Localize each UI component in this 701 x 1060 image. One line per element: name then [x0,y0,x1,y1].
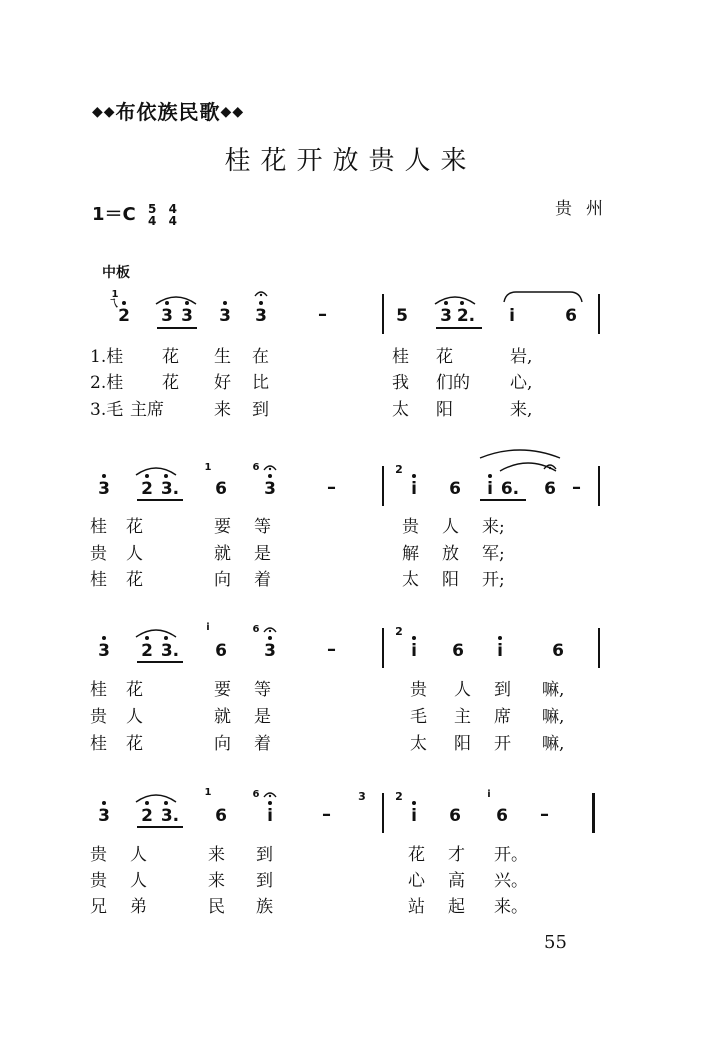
fermata-icon [263,789,277,799]
fermata-icon [263,462,277,472]
note: 3 [264,479,276,499]
octave-dot [268,801,272,805]
octave-dot [412,801,416,805]
note: i [411,641,417,661]
octave-dot [102,801,106,805]
note: 6 [496,806,508,826]
key-label: 1＝C [92,204,136,225]
sustain-dash: – [327,477,336,498]
sustain-dash: – [540,804,549,825]
note: 2. [456,306,476,326]
octave-dot [268,636,272,640]
series-title: 布依族民歌 [115,100,221,124]
note: 3 [255,306,267,326]
note: 6 [215,806,227,826]
octave-dot [185,301,189,305]
octave-dot [164,636,168,640]
tie-arc [154,292,198,306]
beam-underline [137,499,183,501]
note: 3 [98,806,110,826]
note: 6 [215,479,227,499]
note: 2 [118,306,130,326]
note: i [411,806,417,826]
barline [598,294,600,334]
beam-underline [480,499,526,501]
beam-underline [137,826,183,828]
octave-dot [164,801,168,805]
barline [598,466,600,506]
grace-note: 6 [252,624,260,635]
tie-arc [134,625,178,639]
octave-dot [122,301,126,305]
note: 3 [161,306,173,326]
barline [382,294,384,334]
sustain-dash: – [327,639,336,660]
note: 3 [98,641,110,661]
note: 3 [219,306,231,326]
tempo-marking: 中板 [102,265,130,281]
note: 6. [500,479,520,499]
note: 6 [452,641,464,661]
barline [598,628,600,668]
grace-note: 2 [395,463,403,476]
note: 3 [264,641,276,661]
tie-arc [134,463,178,477]
note: 3. [160,806,180,826]
page-number: 55 [544,932,567,953]
meter-5-4: 5 4 [148,202,157,228]
sustain-dash: – [322,804,331,825]
note: i [267,806,273,826]
note: i [487,479,493,499]
key-signature [92,200,177,227]
barline [382,466,384,506]
note: 6 [544,479,556,499]
grace-note: i [487,789,491,800]
grace-note: 1 [111,289,119,300]
grace-note: 2 [395,790,403,803]
grace-note: 6 [252,789,260,800]
octave-dot [102,474,106,478]
note: i [509,306,515,326]
grace-note: 1 [204,462,212,473]
grace-mark: 乁 [108,299,118,310]
grace-note: 6 [252,462,260,473]
fermata-icon [254,288,268,298]
note: 3 [181,306,193,326]
octave-dot [223,301,227,305]
region-label: 贵州 [555,199,617,219]
beam-underline [436,327,482,329]
octave-dot [460,301,464,305]
note: 6 [565,306,577,326]
note: 3. [160,479,180,499]
octave-dot [259,301,263,305]
octave-dot [165,301,169,305]
note: 2 [141,479,153,499]
octave-dot [145,636,149,640]
note: 3 [98,479,110,499]
note: 5 [396,306,408,326]
octave-dot [145,801,149,805]
beam-underline [137,661,183,663]
series-heading [92,96,244,125]
tie-arc [433,292,477,306]
note: i [411,479,417,499]
sustain-dash: – [572,477,581,498]
fermata-icon [543,461,557,471]
note: 2 [141,641,153,661]
grace-note: i [206,622,210,633]
note: 6 [449,479,461,499]
note: 3. [160,641,180,661]
tie-arc [134,790,178,804]
barline [382,628,384,668]
song-title: 桂花开放贵人来 [224,146,477,176]
octave-dot [444,301,448,305]
diamond-ornament-left: ◆◆ [92,104,116,120]
fermata-icon [263,624,277,634]
beam-underline [157,327,197,329]
diamond-ornament-right: ◆◆ [220,104,245,120]
meter-4-4: 4 4 [168,202,178,228]
note: 2 [141,806,153,826]
octave-dot [102,636,106,640]
barline [382,793,384,833]
note: 6 [552,641,564,661]
tie-arc [502,288,584,304]
sustain-dash: – [318,304,327,325]
grace-note: 2 [395,625,403,638]
grace-note: 1 [204,787,212,798]
octave-dot [498,636,502,640]
note: 3 [440,306,452,326]
note: 6 [449,806,461,826]
grace-note: 3 [358,790,366,803]
octave-dot [145,474,149,478]
final-barline [592,793,595,833]
octave-dot [488,474,492,478]
octave-dot [268,474,272,478]
octave-dot [412,474,416,478]
note: i [497,641,503,661]
note: 6 [215,641,227,661]
octave-dot [164,474,168,478]
octave-dot [412,636,416,640]
